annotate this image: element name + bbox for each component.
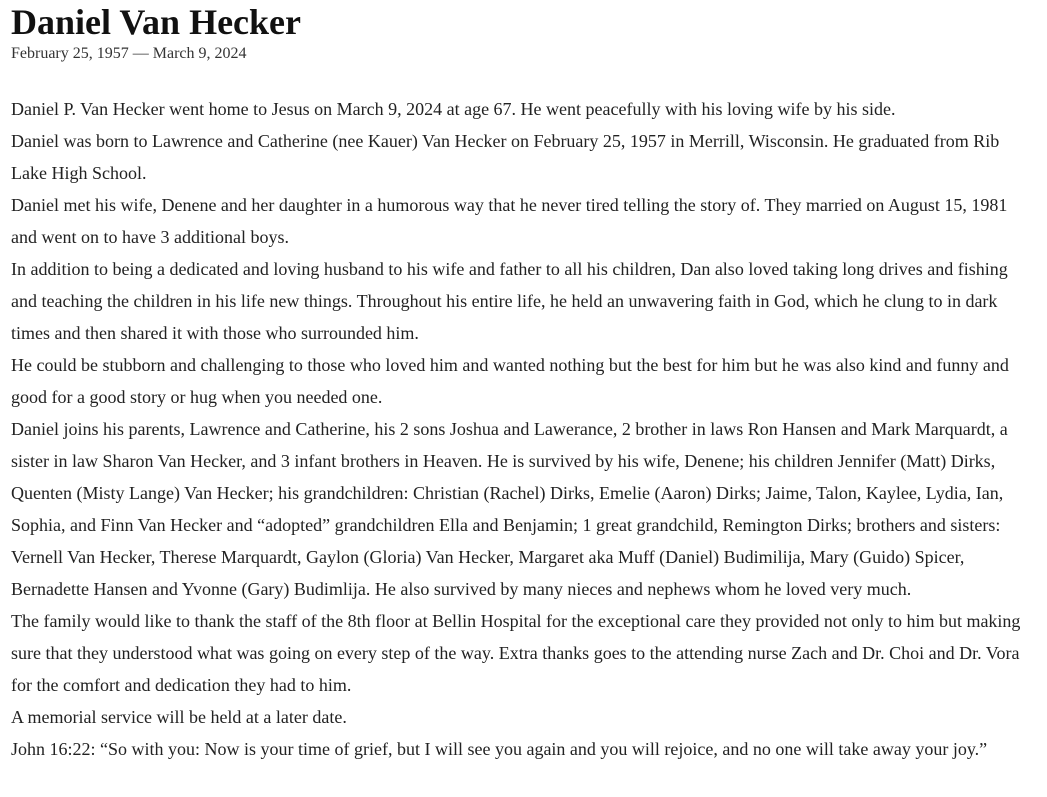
obituary-paragraph: Daniel met his wife, Denene and her daughter in a humorous way that he never tired telling the story of. They married on August 15, 1981 and went on to have 3 additional boys. [11,195,1008,247]
obituary-paragraph: A memorial service will be held at a later date. [11,707,347,727]
obituary-paragraph: In addition to being a dedicated and loving husband to his wife and father to all his children, Dan also loved taking long drives and fishing and teaching the children in his life new things. Throughout his entire life, he held an unwavering faith in God, which he clung to in dark times and then shared it with those who surrounded him. [11,259,1008,343]
obituary-page [11,0,1031,765]
obituary-paragraph: Daniel was born to Lawrence and Catherine (nee Kauer) Van Hecker on February 25, 1957 in Merrill, Wisconsin. He graduated from Rib Lake High School. [11,131,1000,183]
obituary-paragraph: Daniel P. Van Hecker went home to Jesus on March 9, 2024 at age 67. He went peacefully with his loving wife by his side. [11,99,896,119]
obituary-name: Daniel Van Hecker [11,2,302,42]
obituary-paragraph: The family would like to thank the staff of the 8th floor at Bellin Hospital for the exceptional care they provided not only to him but making sure that they understood what was going on every step of the way. Extra thanks goes to the attending nurse Zach and Dr. Choi and Dr. Vora for the comfort and dedication they had to him. [11,611,1021,695]
obituary-paragraph: He could be stubborn and challenging to those who loved him and wanted nothing but the best for him but he was also kind and funny and good for a good story or hug when you needed one. [11,355,1009,407]
life-dates: February 25, 1957 — March 9, 2024 [11,45,247,62]
obituary-paragraph: Daniel joins his parents, Lawrence and Catherine, his 2 sons Joshua and Lawerance, 2 brother in laws Ron Hansen and Mark Marquardt, a sister in law Sharon Van Hecker, and 3 infant brothers in Heaven. He is survived by his wife, Denene; his children Jennifer (Matt) Dirks, Quenten (Misty Lange) Van Hecker; his grandchildren: Christian (Rachel) Dirks, Emelie (Aaron) Dirks; Jaime, Talon, Kaylee, Lydia, Ian, Sophia, and Finn Van Hecker and “adopted” grandchildren Ella and Benjamin; 1 great grandchild, Remington Dirks; brothers and sisters: Vernell Van Hecker, Therese Marquardt, Gaylon (Gloria) Van Hecker, Margaret aka Muff (Daniel) Budimilija, Mary (Guido) Spicer, Bernadette Hansen and Yvonne (Gary) Budimlija. He also survived by many nieces and nephews whom he loved very much. [11,419,1008,599]
obituary-body [11,93,1031,765]
obituary-paragraph: John 16:22: “So with you: Now is your time of grief, but I will see you again and you will rejoice, and no one will take away your joy.” [11,739,988,759]
